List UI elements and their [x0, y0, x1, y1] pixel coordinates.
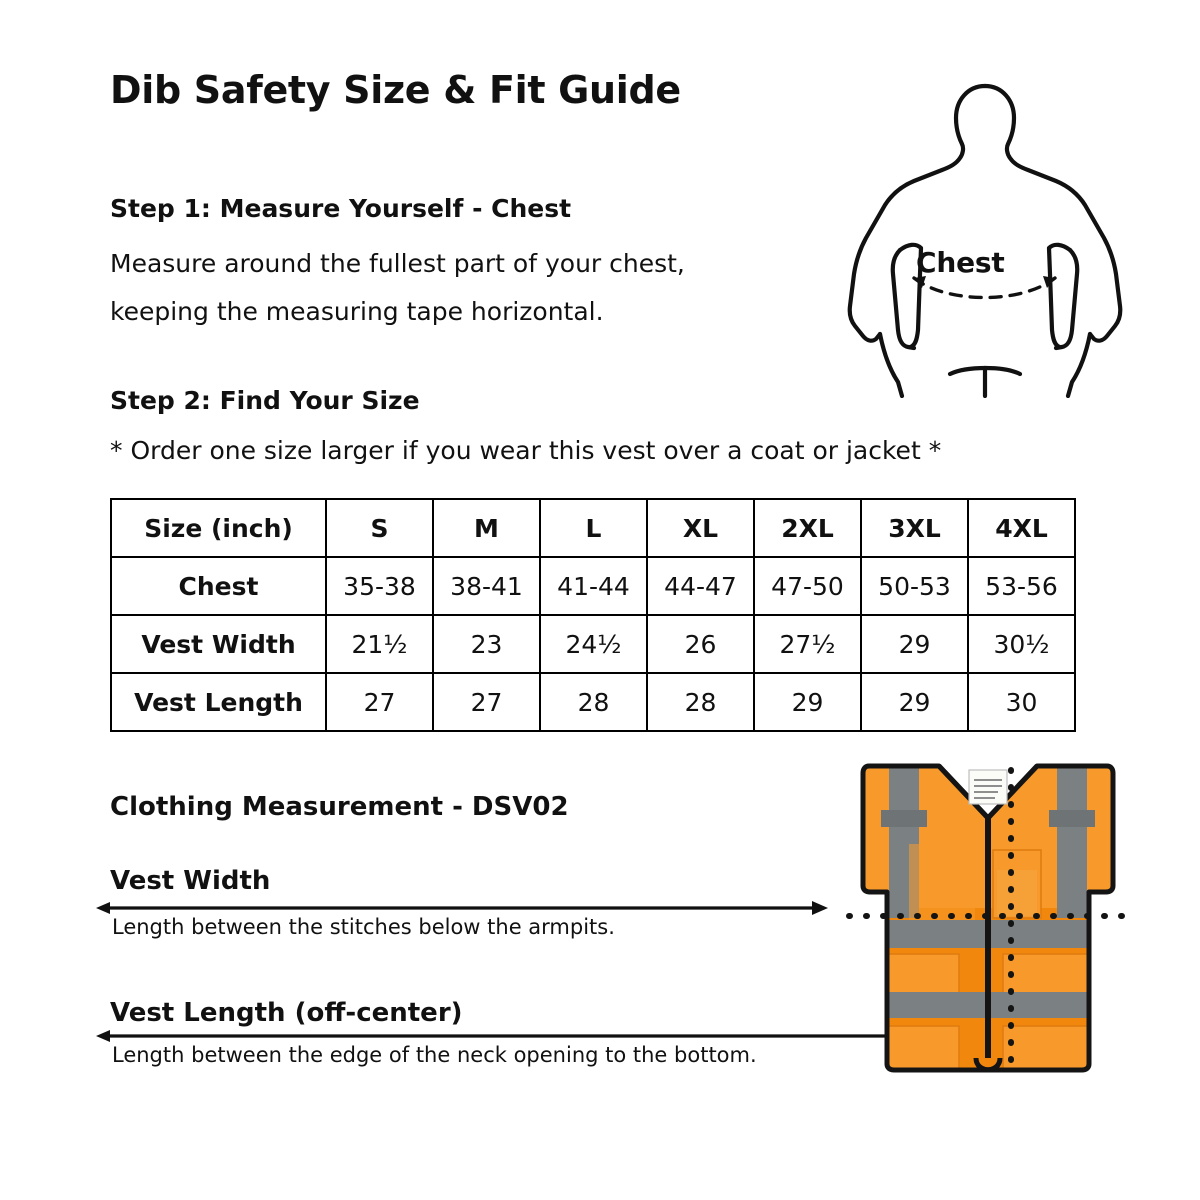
table-header-s: S [326, 499, 433, 557]
table-row-vest-width [111, 615, 1075, 673]
cell-vest-length-xl: 28 [647, 673, 754, 731]
cell-vest-length-4xl: 30 [968, 673, 1075, 731]
page-title: Dib Safety Size & Fit Guide [110, 68, 681, 112]
table-header-size-inch: Size (inch) [111, 499, 326, 557]
cell-chest-s: 35-38 [326, 557, 433, 615]
table-header-row [111, 499, 1075, 557]
cell-vest-width-3xl: 29 [861, 615, 968, 673]
cell-vest-width-m: 23 [433, 615, 540, 673]
vest-care-label [969, 770, 1007, 804]
clothing-measurement-title: Clothing Measurement - DSV02 [110, 792, 569, 822]
cell-chest-4xl: 53-56 [968, 557, 1075, 615]
safety-vest-icon [843, 758, 1133, 1078]
vest-length-heading: Vest Length (off-center) [110, 998, 463, 1028]
step1-body-line2: keeping the measuring tape horizontal. [110, 297, 604, 326]
row-label-vest-width: Vest Width [111, 615, 326, 673]
torso-silhouette-icon [822, 78, 1148, 398]
chest-measure-dashed-arc [914, 278, 1055, 298]
cell-chest-m: 38-41 [433, 557, 540, 615]
cell-chest-2xl: 47-50 [754, 557, 861, 615]
row-label-chest: Chest [111, 557, 326, 615]
cell-vest-length-m: 27 [433, 673, 540, 731]
row-label-vest-length: Vest Length [111, 673, 326, 731]
vest-length-caption: Length between the edge of the neck opening to the bottom. [112, 1043, 757, 1067]
cell-vest-length-3xl: 29 [861, 673, 968, 731]
cell-vest-width-2xl: 27½ [754, 615, 861, 673]
table-header-2xl: 2XL [754, 499, 861, 557]
step1-body-line1: Measure around the fullest part of your chest, [110, 249, 685, 278]
table-header-4xl: 4XL [968, 499, 1075, 557]
step1-body [110, 240, 830, 336]
cell-chest-xl: 44-47 [647, 557, 754, 615]
cell-vest-width-4xl: 30½ [968, 615, 1075, 673]
cell-vest-length-l: 28 [540, 673, 647, 731]
vest-width-caption: Length between the stitches below the armpits. [112, 915, 615, 939]
step2-heading: Step 2: Find Your Size [110, 386, 420, 415]
cell-vest-width-s: 21½ [326, 615, 433, 673]
cell-vest-length-2xl: 29 [754, 673, 861, 731]
safety-vest-illustration [843, 758, 1133, 1078]
table-row-vest-length [111, 673, 1075, 731]
chest-measure-label: Chest [916, 246, 1005, 279]
table-header-m: M [433, 499, 540, 557]
cell-vest-width-xl: 26 [647, 615, 754, 673]
table-header-l: L [540, 499, 647, 557]
size-chart-table [110, 498, 1076, 732]
vest-width-heading: Vest Width [110, 866, 271, 896]
step2-note: * Order one size larger if you wear this vest over a coat or jacket * [110, 436, 942, 465]
cell-chest-3xl: 50-53 [861, 557, 968, 615]
step1-heading: Step 1: Measure Yourself - Chest [110, 194, 572, 223]
table-header-3xl: 3XL [861, 499, 968, 557]
torso-diagram [822, 78, 1148, 398]
table-header-xl: XL [647, 499, 754, 557]
cell-chest-l: 41-44 [540, 557, 647, 615]
cell-vest-width-l: 24½ [540, 615, 647, 673]
cell-vest-length-s: 27 [326, 673, 433, 731]
table-row-chest [111, 557, 1075, 615]
